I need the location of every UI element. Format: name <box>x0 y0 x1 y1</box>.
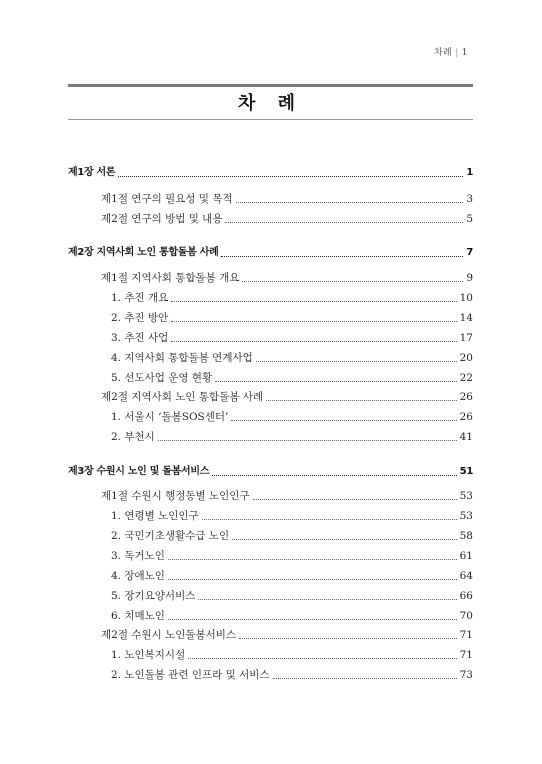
running-header <box>434 45 468 58</box>
toc-page-number: 66 <box>459 590 473 602</box>
toc-item-row[interactable] <box>111 647 473 663</box>
toc-section-row[interactable] <box>101 191 473 207</box>
toc-entry-label: 제2절 지역사회 노인 통합돌봄 사례 <box>101 391 264 403</box>
title-top-rule <box>68 84 473 87</box>
toc-entry-label: 1. 서울시 ‘돌봄SOS센터’ <box>111 411 229 423</box>
toc-page-number: 10 <box>459 292 473 304</box>
toc-page-number: 53 <box>459 510 473 522</box>
toc-page-number: 64 <box>459 570 473 582</box>
toc-page-number: 41 <box>459 431 473 443</box>
dot-leader <box>232 538 457 540</box>
toc-page-number: 5 <box>466 213 473 225</box>
toc-entry-label: 제1절 지역사회 통합돌봄 개요 <box>101 272 240 284</box>
toc-entry-label: 2. 추진 방안 <box>111 312 169 324</box>
dot-leader <box>168 578 457 580</box>
page-title: 차 례 <box>237 93 304 114</box>
toc-page-number: 70 <box>459 610 473 622</box>
toc-entry-label: 1. 연령별 노인인구 <box>111 510 199 522</box>
toc-item-row[interactable] <box>111 508 473 524</box>
toc-item-row[interactable] <box>111 330 473 346</box>
toc-item-row[interactable] <box>111 667 473 683</box>
toc-page-number: 9 <box>466 272 473 284</box>
dot-leader <box>118 175 463 177</box>
toc-page-number: 73 <box>459 669 473 681</box>
toc-page-number: 1 <box>466 167 473 178</box>
toc-entry-label: 제1절 수원시 행정동별 노인인구 <box>101 490 250 502</box>
toc-page-number: 22 <box>459 372 473 384</box>
toc-page-number: 26 <box>459 391 473 403</box>
dot-leader <box>171 340 456 342</box>
dot-leader <box>225 221 463 223</box>
toc-chapter-row[interactable] <box>68 464 473 480</box>
dot-leader <box>266 399 457 401</box>
title-bottom-rule <box>68 119 473 120</box>
toc-item-row[interactable] <box>111 608 473 624</box>
toc-section-row[interactable] <box>101 627 473 643</box>
toc-item-row[interactable] <box>111 370 473 386</box>
toc-page-number: 53 <box>459 490 473 502</box>
toc-item-row[interactable] <box>111 568 473 584</box>
toc-page-number: 14 <box>459 312 473 324</box>
toc-section-row[interactable] <box>101 389 473 405</box>
toc-entry-label: 6. 치매노인 <box>111 610 165 622</box>
toc-entry-label: 3. 추진 사업 <box>111 332 169 344</box>
toc-entry-label: 제2장 지역사회 노인 통합돌봄 사례 <box>68 247 219 258</box>
toc-page-number: 3 <box>466 193 473 205</box>
toc-entry-label: 제2절 연구의 방법 및 내용 <box>101 213 223 225</box>
toc-item-row[interactable] <box>111 548 473 564</box>
toc-section-row[interactable] <box>101 211 473 227</box>
toc-page-number: 51 <box>459 466 473 477</box>
toc-item-row[interactable] <box>111 429 473 445</box>
toc-page-number: 20 <box>459 352 473 364</box>
toc-page-number: 71 <box>459 629 473 641</box>
toc-entry-label: 3. 독거노인 <box>111 550 165 562</box>
dot-leader <box>168 558 457 560</box>
toc-chapter-row[interactable] <box>68 245 473 261</box>
toc-entry-label: 제3장 수원시 노인 및 돌봄서비스 <box>68 466 210 477</box>
dot-leader <box>212 474 457 476</box>
toc-item-row[interactable] <box>111 409 473 425</box>
header-separator: | <box>455 48 459 58</box>
dot-leader <box>171 300 456 302</box>
toc-section-row[interactable] <box>101 488 473 504</box>
toc-page-number: 71 <box>459 649 473 661</box>
toc-item-row[interactable] <box>111 310 473 326</box>
toc-entry-label: 2. 부천시 <box>111 431 155 443</box>
toc-page-number: 61 <box>459 550 473 562</box>
toc-item-row[interactable] <box>111 290 473 306</box>
toc-item-row[interactable] <box>111 588 473 604</box>
dot-leader <box>253 498 457 500</box>
toc-item-row[interactable] <box>111 350 473 366</box>
dot-leader <box>221 255 463 257</box>
toc-entry-label: 5. 장기요양서비스 <box>111 590 196 602</box>
toc-page-number: 58 <box>459 530 473 542</box>
dot-leader <box>215 380 456 382</box>
dot-leader <box>231 419 456 421</box>
toc-entry-label: 2. 국민기초생활수급 노인 <box>111 530 230 542</box>
dot-leader <box>273 677 457 679</box>
dot-leader <box>188 657 456 659</box>
toc-entry-label: 4. 지역사회 통합돌봄 연계사업 <box>111 352 253 364</box>
running-title: 차례 <box>433 48 453 58</box>
toc-entry-label: 1. 노인복지시설 <box>111 649 186 661</box>
toc-page-number: 7 <box>466 247 473 258</box>
dot-leader <box>236 201 464 203</box>
toc-section-row[interactable] <box>101 270 473 286</box>
toc-entry-label: 5. 선도사업 운영 현황 <box>111 372 213 384</box>
toc-entry-label: 1. 추진 개요 <box>111 292 169 304</box>
dot-leader <box>168 618 457 620</box>
toc-entry-label: 4. 장애노인 <box>111 570 165 582</box>
dot-leader <box>256 360 457 362</box>
dot-leader <box>239 637 457 639</box>
header-page-number: 1 <box>461 48 468 58</box>
toc-chapter-row[interactable] <box>68 165 473 181</box>
dot-leader <box>242 280 463 282</box>
toc-entry-label: 2. 노인돌봄 관련 인프라 및 서비스 <box>111 669 270 681</box>
toc-entry-label: 제1장 서론 <box>68 167 116 178</box>
toc-entry-label: 제2절 수원시 노인돌봄서비스 <box>101 629 237 641</box>
dot-leader <box>171 320 456 322</box>
toc-page-number: 26 <box>459 411 473 423</box>
dot-leader <box>158 439 457 441</box>
toc-entry-label: 제1절 연구의 필요성 및 목적 <box>101 193 233 205</box>
dot-leader <box>198 598 456 600</box>
toc-page-number: 17 <box>459 332 473 344</box>
dot-leader <box>202 518 457 520</box>
toc-item-row[interactable] <box>111 528 473 544</box>
